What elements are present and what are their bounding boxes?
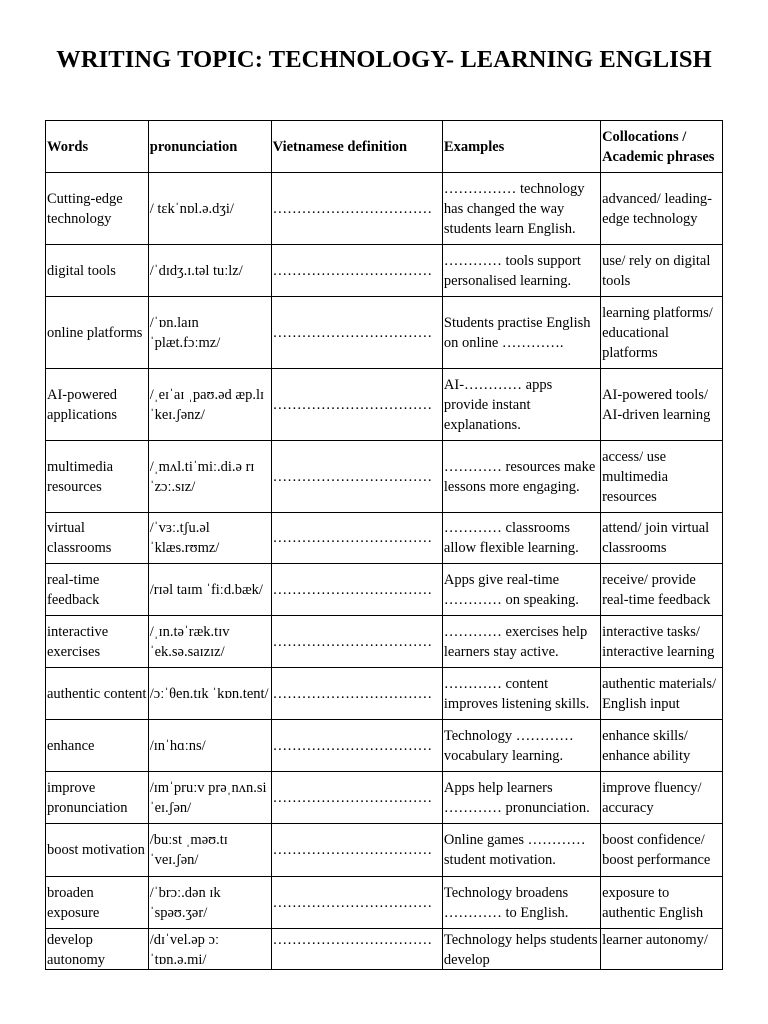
pronunciation-cell bbox=[148, 929, 271, 970]
table-body bbox=[46, 173, 723, 970]
example-cell: ………… exercises help learners stay active. bbox=[442, 616, 600, 668]
pronunciation-cell-text: /dɪˈvel.əp ɔːˈtɒn.ə.mi/ bbox=[149, 931, 220, 968]
pronunciation-cell: /buːst ˌməʊ.tɪˈveɪ.ʃən/ bbox=[148, 824, 271, 877]
vietnamese-definition-blank: …………………………… bbox=[271, 824, 442, 877]
collocation-cell: exposure to authentic English bbox=[601, 877, 723, 929]
table-row bbox=[46, 929, 723, 970]
collocation-cell: AI-powered tools/ AI-driven learning bbox=[601, 369, 723, 441]
word-cell: boost motivation bbox=[46, 824, 149, 877]
word-cell: broaden exposure bbox=[46, 877, 149, 929]
pronunciation-cell: /ɔːˈθen.tɪk ˈkɒn.tent/ bbox=[148, 668, 271, 720]
table-row bbox=[46, 616, 723, 668]
word-cell: interactive exercises bbox=[46, 616, 149, 668]
collocation-cell: advanced/ leading-edge technology bbox=[601, 173, 723, 245]
collocation-cell: improve fluency/ accuracy bbox=[601, 772, 723, 824]
example-cell: Technology broadens ………… to English. bbox=[442, 877, 600, 929]
word-cell: multimedia resources bbox=[46, 441, 149, 513]
example-cell: Online games ………… student motivation. bbox=[442, 824, 600, 877]
vietnamese-definition-blank: …………………………… bbox=[271, 369, 442, 441]
table-row bbox=[46, 720, 723, 772]
vietnamese-definition-blank: …………………………… bbox=[271, 772, 442, 824]
example-cell: …………… technology has changed the way students learn English. bbox=[442, 173, 600, 245]
example-cell: ………… resources make lessons more engaging. bbox=[442, 441, 600, 513]
table-row bbox=[46, 513, 723, 564]
word-cell: Cutting-edge technology bbox=[46, 173, 149, 245]
collocation-cell: authentic materials/ English input bbox=[601, 668, 723, 720]
pronunciation-cell: /ˈvɜː.tʃu.əl ˈklæs.rʊmz/ bbox=[148, 513, 271, 564]
table-row bbox=[46, 668, 723, 720]
example-cell: Technology ………… vocabulary learning. bbox=[442, 720, 600, 772]
pronunciation-cell: /rɪəl taɪm ˈfiːd.bæk/ bbox=[148, 564, 271, 616]
table-row bbox=[46, 245, 723, 297]
collocation-cell: enhance skills/ enhance ability bbox=[601, 720, 723, 772]
word-cell: improve pronunciation bbox=[46, 772, 149, 824]
pronunciation-cell: /ˌmʌl.tiˈmiː.di.ə rɪˈzɔː.sɪz/ bbox=[148, 441, 271, 513]
collocation-cell: learning platforms/ educational platforms bbox=[601, 297, 723, 369]
word-cell: online platforms bbox=[46, 297, 149, 369]
pronunciation-cell: /ˈdɪdʒ.ɪ.təl tuːlz/ bbox=[148, 245, 271, 297]
vietnamese-definition-blank: …………………………… bbox=[271, 513, 442, 564]
word-cell-text: develop autonomy bbox=[47, 931, 105, 968]
collocation-cell: receive/ provide real-time feedback bbox=[601, 564, 723, 616]
header-examples: Examples bbox=[442, 121, 600, 173]
example-cell: ………… classrooms allow flexible learning. bbox=[442, 513, 600, 564]
header-collocations: Collocations / Academic phrases bbox=[601, 121, 723, 173]
example-cell: ………… tools support personalised learning. bbox=[442, 245, 600, 297]
vietnamese-definition-blank: …………………………… bbox=[271, 720, 442, 772]
vietnamese-definition-blank: …………………………… bbox=[271, 245, 442, 297]
vietnamese-definition-blank: …………………………… bbox=[271, 616, 442, 668]
vietnamese-definition-blank: …………………………… bbox=[271, 877, 442, 929]
pronunciation-cell: /ˈbrɔː.dən ɪkˈspəʊ.ʒər/ bbox=[148, 877, 271, 929]
vietnamese-definition-blank: …………………………… bbox=[271, 441, 442, 513]
pronunciation-cell: /ˌeɪˈaɪ ˌpaʊ.əd æp.lɪˈkeɪ.ʃənz/ bbox=[148, 369, 271, 441]
table-row bbox=[46, 369, 723, 441]
table-row bbox=[46, 564, 723, 616]
example-cell: Apps give real-time ………… on speaking. bbox=[442, 564, 600, 616]
vietnamese-definition-blank: …………………………… bbox=[271, 173, 442, 245]
vocabulary-table bbox=[45, 120, 723, 970]
word-cell: authentic content bbox=[46, 668, 149, 720]
page-title: WRITING TOPIC: TECHNOLOGY- LEARNING ENGLISH bbox=[56, 46, 712, 73]
word-cell: real-time feedback bbox=[46, 564, 149, 616]
example-cell: Students practise English on online …………. bbox=[442, 297, 600, 369]
pronunciation-cell: / tɛkˈnɒl.ə.dʒi/ bbox=[148, 173, 271, 245]
vietnamese-definition-blank: …………………………… bbox=[271, 297, 442, 369]
word-cell: AI-powered applications bbox=[46, 369, 149, 441]
table-row bbox=[46, 297, 723, 369]
collocation-cell: access/ use multimedia resources bbox=[601, 441, 723, 513]
collocation-cell: attend/ join virtual classrooms bbox=[601, 513, 723, 564]
table-row bbox=[46, 824, 723, 877]
collocation-cell-text: learner autonomy/ bbox=[602, 931, 708, 948]
header-words: Words bbox=[46, 121, 149, 173]
word-cell: enhance bbox=[46, 720, 149, 772]
vietnamese-definition-blank: …………………………… bbox=[271, 668, 442, 720]
table-row bbox=[46, 772, 723, 824]
collocation-cell bbox=[601, 929, 723, 970]
pronunciation-cell: /ɪmˈpruːv prəˌnʌn.siˈeɪ.ʃən/ bbox=[148, 772, 271, 824]
vietnamese-definition-blank: …………………………… bbox=[271, 564, 442, 616]
table-row bbox=[46, 877, 723, 929]
word-cell: virtual classrooms bbox=[46, 513, 149, 564]
pronunciation-cell: /ɪnˈhɑːns/ bbox=[148, 720, 271, 772]
table-row bbox=[46, 441, 723, 513]
pronunciation-cell: /ˌɪn.təˈræk.tɪv ˈek.sə.saɪzɪz/ bbox=[148, 616, 271, 668]
example-cell bbox=[442, 929, 600, 970]
vietnamese-definition-blank bbox=[271, 929, 442, 970]
table-row bbox=[46, 173, 723, 245]
vietnamese-definition-blank-text: …………………………… bbox=[272, 931, 433, 948]
word-cell: digital tools bbox=[46, 245, 149, 297]
collocation-cell: use/ rely on digital tools bbox=[601, 245, 723, 297]
table-header-row bbox=[46, 121, 723, 173]
word-cell bbox=[46, 929, 149, 970]
collocation-cell: interactive tasks/ interactive learning bbox=[601, 616, 723, 668]
example-cell: AI-………… apps provide instant explanations. bbox=[442, 369, 600, 441]
example-cell: Apps help learners ………… pronunciation. bbox=[442, 772, 600, 824]
collocation-cell: boost confidence/ boost performance bbox=[601, 824, 723, 877]
header-pronunciation: pronunciation bbox=[148, 121, 271, 173]
example-cell: ………… content improves listening skills. bbox=[442, 668, 600, 720]
example-cell-text: Technology helps students develop bbox=[443, 931, 598, 968]
header-vietnamese-definition: Vietnamese definition bbox=[271, 121, 442, 173]
pronunciation-cell: /ˈɒn.laɪn ˈplæt.fɔːmz/ bbox=[148, 297, 271, 369]
